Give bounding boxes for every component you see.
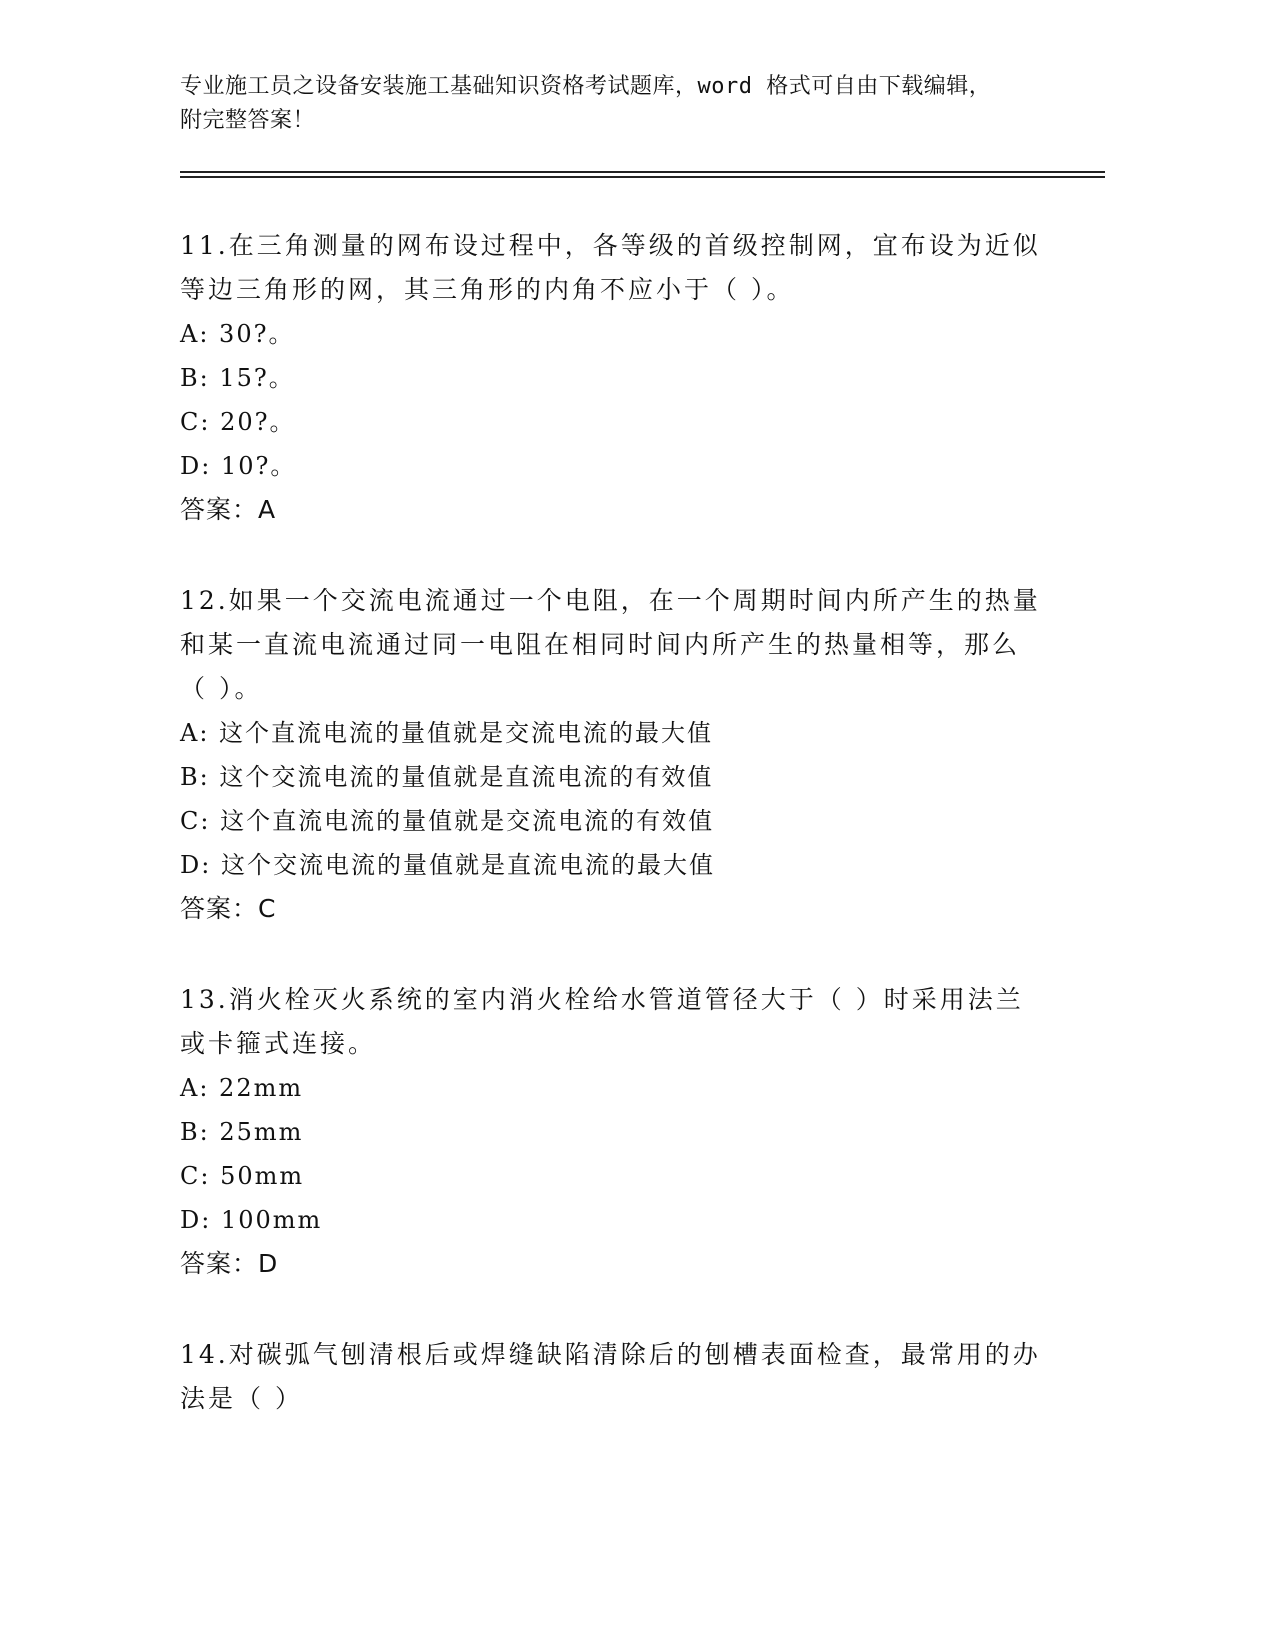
answer-label: 答案：A bbox=[180, 495, 277, 524]
question-stem-line: 12.如果一个交流电流通过一个电阻，在一个周期时间内所产生的热量 bbox=[180, 586, 1041, 615]
document-header bbox=[180, 70, 1060, 138]
question-stem-line: 法是（ ） bbox=[180, 1384, 303, 1413]
question-list bbox=[180, 224, 1050, 1468]
option-c: C: 20?。 bbox=[180, 408, 296, 436]
question-stem-line: 14.对碳弧气刨清根后或焊缝缺陷清除后的刨槽表面检查，最常用的办 bbox=[180, 1340, 1041, 1369]
answer-label: 答案：C bbox=[180, 894, 277, 923]
question-14 bbox=[180, 1333, 1050, 1421]
question-13 bbox=[180, 978, 1050, 1286]
header-divider-top bbox=[180, 171, 1105, 173]
option-d: D: 100mm bbox=[180, 1206, 323, 1234]
option-b: B: 25mm bbox=[180, 1118, 304, 1146]
option-a: A: 22mm bbox=[180, 1074, 304, 1102]
question-stem-line: 和某一直流电流通过同一电阻在相同时间内所产生的热量相等，那么 bbox=[180, 630, 1021, 659]
option-d: D: 这个交流电流的量值就是直流电流的最大值 bbox=[180, 851, 715, 879]
header-divider-bottom bbox=[180, 176, 1105, 178]
question-12 bbox=[180, 579, 1050, 931]
option-a: A: 30?。 bbox=[180, 320, 295, 348]
question-stem-line: 13.消火栓灭火系统的室内消火栓给水管道管径大于（ ）时采用法兰 bbox=[180, 985, 1024, 1014]
option-c: C: 50mm bbox=[180, 1162, 305, 1190]
header-title-line-2: 附完整答案！ bbox=[180, 108, 316, 133]
question-11 bbox=[180, 224, 1050, 532]
question-stem-line: 11.在三角测量的网布设过程中，各等级的首级控制网，宜布设为近似 bbox=[180, 231, 1041, 260]
question-stem-line: 或卡箍式连接。 bbox=[180, 1029, 377, 1058]
option-a: A: 这个直流电流的量值就是交流电流的最大值 bbox=[180, 719, 714, 747]
answer-label: 答案：D bbox=[180, 1249, 279, 1278]
question-stem-line: （ ）。 bbox=[180, 674, 263, 703]
option-b: B: 15?。 bbox=[180, 364, 295, 392]
option-b: B: 这个交流电流的量值就是直流电流的有效值 bbox=[180, 763, 714, 791]
option-c: C: 这个直流电流的量值就是交流电流的有效值 bbox=[180, 807, 715, 835]
header-title-line-1: 专业施工员之设备安装施工基础知识资格考试题库，word 格式可自由下载编辑， bbox=[180, 74, 992, 99]
question-stem-line: 等边三角形的网，其三角形的内角不应小于（ ）。 bbox=[180, 275, 795, 304]
option-d: D: 10?。 bbox=[180, 452, 297, 480]
